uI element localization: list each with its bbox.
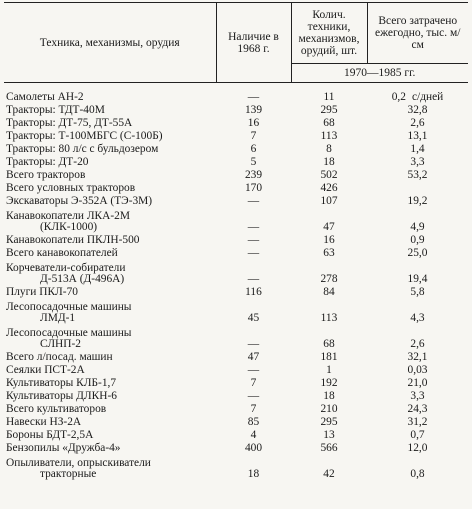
cell-y1968 (216, 90, 291, 103)
cell-count (291, 441, 367, 454)
cell-count-value: 47 (323, 221, 335, 234)
table-row (4, 207, 468, 233)
cell-y1968-value: 6 (250, 143, 257, 156)
row-name-line1: Тракторы: ТДТ-40М (6, 104, 105, 117)
cell-count (291, 181, 367, 194)
row-name (4, 324, 216, 350)
cell-unit: с/дней (411, 91, 444, 104)
header-spent: Всего затрачено ежегодно, тыс. м/см (367, 3, 468, 64)
row-name (4, 350, 216, 363)
cell-spent-value: 3,3 (410, 156, 425, 169)
cell-count (291, 168, 367, 181)
row-name-line1: Всего тракторов (6, 169, 86, 182)
cell-y1968 (216, 376, 291, 389)
table-row (4, 324, 468, 350)
cell-spent (367, 194, 468, 207)
cell-y1968 (216, 324, 291, 350)
header-period: 1970—1985 гг. (291, 64, 468, 83)
cell-y1968-value: 5 (250, 156, 257, 169)
table-row (4, 194, 468, 207)
table-row (4, 350, 468, 363)
cell-spent (367, 350, 468, 363)
row-name (4, 233, 216, 246)
cell-count-value: 18 (323, 156, 335, 169)
cell-spent (367, 441, 468, 454)
cell-y1968-value: 7 (250, 403, 257, 416)
cell-count (291, 103, 367, 116)
table-row (4, 181, 468, 194)
row-name (4, 168, 216, 181)
row-name (4, 116, 216, 129)
table-header-row (4, 3, 468, 64)
cell-spent-value: 21,0 (407, 377, 428, 390)
table-row (4, 428, 468, 441)
table-row (4, 454, 468, 480)
row-name (4, 285, 216, 298)
cell-count (291, 155, 367, 168)
row-name (4, 90, 216, 103)
cell-count (291, 298, 367, 324)
cell-count-value: 84 (323, 286, 335, 299)
cell-count-value: 113 (320, 130, 338, 143)
cell-y1968-value: 4 (250, 429, 257, 442)
table-row (4, 402, 468, 415)
row-name (4, 428, 216, 441)
table-row (4, 168, 468, 181)
row-name-line1: Всего канавокопателей (6, 247, 118, 260)
cell-spent (367, 259, 468, 285)
row-name-line1: Всего условных тракторов (6, 182, 136, 195)
cell-spent (367, 90, 468, 103)
row-name-line1: Корчеватели-собиратели (6, 262, 126, 275)
cell-count (291, 415, 367, 428)
cell-y1968 (216, 116, 291, 129)
cell-count (291, 233, 367, 246)
table-row (4, 363, 468, 376)
cell-spent-value: 13,1 (407, 130, 428, 143)
cell-count (291, 259, 367, 285)
row-name-line1: Опыливатели, опрыскиватели (6, 457, 151, 470)
cell-spent-value: 24,3 (407, 403, 428, 416)
cell-count-value: 181 (320, 351, 338, 364)
row-name-line1: Всего культиваторов (6, 403, 107, 416)
cell-y1968-value: 170 (244, 182, 263, 195)
cell-count (291, 207, 367, 233)
row-name (4, 363, 216, 376)
header-1968: Наличие в 1968 г. (216, 3, 291, 83)
cell-count (291, 363, 367, 376)
table-row (4, 285, 468, 298)
row-name (4, 155, 216, 168)
cell-y1968 (216, 207, 291, 233)
cell-y1968 (216, 181, 291, 194)
cell-spent-value: 0,9 (410, 234, 425, 247)
table-row (4, 90, 468, 103)
table-row (4, 441, 468, 454)
header-equipment: Техника, механизмы, орудия (4, 3, 216, 83)
table-row (4, 298, 468, 324)
cell-spent (367, 116, 468, 129)
row-name (4, 376, 216, 389)
row-name (4, 181, 216, 194)
cell-y1968-value: 239 (244, 169, 263, 182)
cell-spent (367, 376, 468, 389)
row-name-line2: ЛМД-1 (40, 312, 76, 325)
cell-spent-value: 32,8 (407, 104, 428, 117)
cell-spent (367, 155, 468, 168)
cell-count (291, 428, 367, 441)
cell-spent-value: 0,03 (407, 364, 428, 377)
cell-spent-value: 53,2 (407, 169, 428, 182)
row-name-line1: Канавокопатели ЛКА-2М (6, 210, 130, 223)
cell-spent (367, 454, 468, 480)
cell-count (291, 350, 367, 363)
cell-spent-value: 4,9 (410, 221, 425, 234)
cell-count-value: 107 (320, 195, 338, 208)
header-count: Колич. техники, механизмов, орудий, шт. (291, 3, 367, 64)
cell-spent (367, 402, 468, 415)
cell-spent (367, 363, 468, 376)
cell-spent-value: 32,1 (407, 351, 428, 364)
cell-count-value: 192 (320, 377, 338, 390)
row-name (4, 129, 216, 142)
row-name-line2: (КЛК-1000) (40, 221, 98, 234)
row-name-line1: Самолеты АН-2 (6, 91, 84, 104)
row-name (4, 207, 216, 233)
cell-y1968 (216, 363, 291, 376)
cell-spent (367, 233, 468, 246)
cell-spent-value: 5,8 (410, 286, 425, 299)
table-row (4, 142, 468, 155)
cell-y1968 (216, 155, 291, 168)
cell-spent (367, 324, 468, 350)
cell-y1968 (216, 454, 291, 480)
row-name (4, 389, 216, 402)
row-name-line1: Лесопосадочные машины (6, 327, 132, 340)
row-name-line1: Канавокопатели ПКЛН-500 (6, 234, 140, 247)
cell-count (291, 194, 367, 207)
cell-spent (367, 207, 468, 233)
row-name (4, 298, 216, 324)
cell-count-value: 566 (320, 442, 338, 455)
cell-spent-value: 31,2 (407, 416, 428, 429)
cell-y1968 (216, 441, 291, 454)
cell-y1968 (216, 168, 291, 181)
cell-y1968-value: — (247, 247, 260, 260)
row-name (4, 259, 216, 285)
cell-count (291, 389, 367, 402)
row-name-line1: Тракторы: 80 л/с с бульдозером (6, 143, 159, 156)
cell-spent (367, 142, 468, 155)
cell-count (291, 324, 367, 350)
row-name (4, 103, 216, 116)
table-row (4, 103, 468, 116)
cell-spent-value: 0,8 (410, 468, 425, 481)
cell-spent-value: 19,2 (407, 195, 428, 208)
cell-spent-value: 2,6 (410, 117, 425, 130)
table-row (4, 415, 468, 428)
cell-count (291, 376, 367, 389)
cell-y1968 (216, 142, 291, 155)
equipment-table (4, 2, 468, 480)
cell-y1968-value: — (247, 195, 260, 208)
cell-count-value: 295 (320, 104, 338, 117)
cell-count-value: 68 (323, 117, 335, 130)
cell-spent (367, 181, 468, 194)
table-row (4, 233, 468, 246)
cell-count-value: 8 (326, 143, 332, 156)
cell-count-value: 11 (323, 91, 335, 104)
cell-y1968 (216, 259, 291, 285)
cell-count (291, 90, 367, 103)
cell-y1968 (216, 246, 291, 259)
table-row (4, 129, 468, 142)
row-name-line1: Культиваторы ДЛКН-6 (6, 390, 117, 403)
cell-y1968 (216, 103, 291, 116)
cell-y1968-value: 139 (244, 104, 263, 117)
cell-count-value: 18 (323, 390, 335, 403)
cell-spent-value: 2,6 (410, 338, 425, 351)
cell-spent-value: 25,0 (407, 247, 428, 260)
row-name-line1: Экскаваторы Э-352А (ТЭ-3М) (6, 195, 153, 208)
table-row (4, 246, 468, 259)
cell-count-value: 42 (323, 468, 335, 481)
cell-spent (367, 389, 468, 402)
row-name-line2: тракторные (40, 468, 97, 481)
cell-spent (367, 285, 468, 298)
cell-count (291, 285, 367, 298)
cell-spent-value: 12,0 (407, 442, 428, 455)
row-name-line1: Плуги ПКЛ-70 (6, 286, 78, 299)
cell-count-value: 1 (326, 364, 332, 377)
cell-y1968 (216, 415, 291, 428)
cell-y1968 (216, 285, 291, 298)
cell-count-value: 16 (323, 234, 335, 247)
row-name-line1: Бороны БДТ-2,5А (6, 429, 94, 442)
table-row (4, 259, 468, 285)
cell-y1968-value: 18 (247, 468, 260, 481)
cell-count-value: 502 (320, 169, 338, 182)
row-name (4, 402, 216, 415)
cell-count-value: 210 (320, 403, 338, 416)
cell-count (291, 116, 367, 129)
cell-spent-value: 1,4 (410, 143, 425, 156)
row-name-line1: Тракторы: ДТ-75, ДТ-55А (6, 117, 133, 130)
cell-count-value: 426 (320, 182, 338, 195)
cell-y1968 (216, 129, 291, 142)
cell-count-value: 295 (320, 416, 338, 429)
cell-spent (367, 103, 468, 116)
table-row (4, 389, 468, 402)
cell-y1968-value: 400 (244, 442, 263, 455)
row-name (4, 246, 216, 259)
row-name-line2: СЛНП-2 (40, 338, 81, 351)
row-name-line1: Сеялки ПСТ-2А (6, 364, 85, 377)
cell-spent (367, 415, 468, 428)
cell-spent-value: 0,2 (391, 91, 406, 104)
cell-count (291, 454, 367, 480)
table-body (4, 83, 468, 481)
cell-spent (367, 168, 468, 181)
row-name-line1: Всего л/посад. машин (6, 351, 113, 364)
cell-spent-value: 0,7 (410, 429, 425, 442)
row-name-line1: Бензопилы «Дружба-4» (6, 442, 121, 455)
cell-y1968-value: 45 (247, 312, 260, 325)
cell-y1968-value: — (247, 338, 260, 351)
row-name-line1: Культиваторы КЛБ-1,7 (6, 377, 117, 390)
table-row (4, 116, 468, 129)
table-row (4, 155, 468, 168)
cell-spent-value: 3,3 (410, 390, 425, 403)
cell-y1968 (216, 428, 291, 441)
cell-y1968 (216, 350, 291, 363)
cell-spent-value: 4,3 (410, 312, 425, 325)
row-name (4, 142, 216, 155)
cell-count (291, 129, 367, 142)
cell-y1968-value: 7 (250, 377, 257, 390)
row-name-line1: Лесопосадочные машины (6, 301, 132, 314)
row-name-line1: Навески НЗ-2А (6, 416, 82, 429)
cell-spent (367, 129, 468, 142)
cell-y1968 (216, 402, 291, 415)
row-name-line1: Тракторы: Т-100МБГС (С-100Б) (6, 130, 163, 143)
cell-y1968 (216, 194, 291, 207)
cell-count (291, 402, 367, 415)
cell-count-value: 13 (323, 429, 335, 442)
cell-count-value: 63 (323, 247, 335, 260)
cell-y1968 (216, 233, 291, 246)
cell-count-value: 68 (323, 338, 335, 351)
cell-y1968 (216, 389, 291, 402)
row-name-line2: Д-513А (Д-496А) (40, 273, 125, 286)
cell-count-value: 278 (320, 273, 338, 286)
cell-y1968-value: — (247, 390, 260, 403)
cell-y1968-value: 16 (247, 117, 260, 130)
row-name-line1: Тракторы: ДТ-20 (6, 156, 89, 169)
cell-y1968-value: — (247, 234, 260, 247)
cell-y1968-value: — (247, 364, 260, 377)
row-name (4, 194, 216, 207)
cell-y1968-value: 85 (247, 416, 260, 429)
cell-y1968-value: 47 (247, 351, 260, 364)
cell-count (291, 142, 367, 155)
row-name (4, 441, 216, 454)
row-name (4, 454, 216, 480)
cell-spent-value: 19,4 (407, 273, 428, 286)
cell-y1968-value: — (247, 221, 260, 234)
table-row (4, 376, 468, 389)
cell-y1968 (216, 298, 291, 324)
cell-count (291, 246, 367, 259)
cell-spent (367, 298, 468, 324)
cell-spent (367, 428, 468, 441)
cell-count-value: 113 (320, 312, 338, 325)
cell-y1968-value: — (247, 91, 260, 104)
row-name (4, 415, 216, 428)
cell-y1968-value: — (247, 273, 260, 286)
cell-spent (367, 246, 468, 259)
cell-y1968-value: 116 (245, 286, 262, 299)
cell-y1968-value: 7 (250, 130, 257, 143)
